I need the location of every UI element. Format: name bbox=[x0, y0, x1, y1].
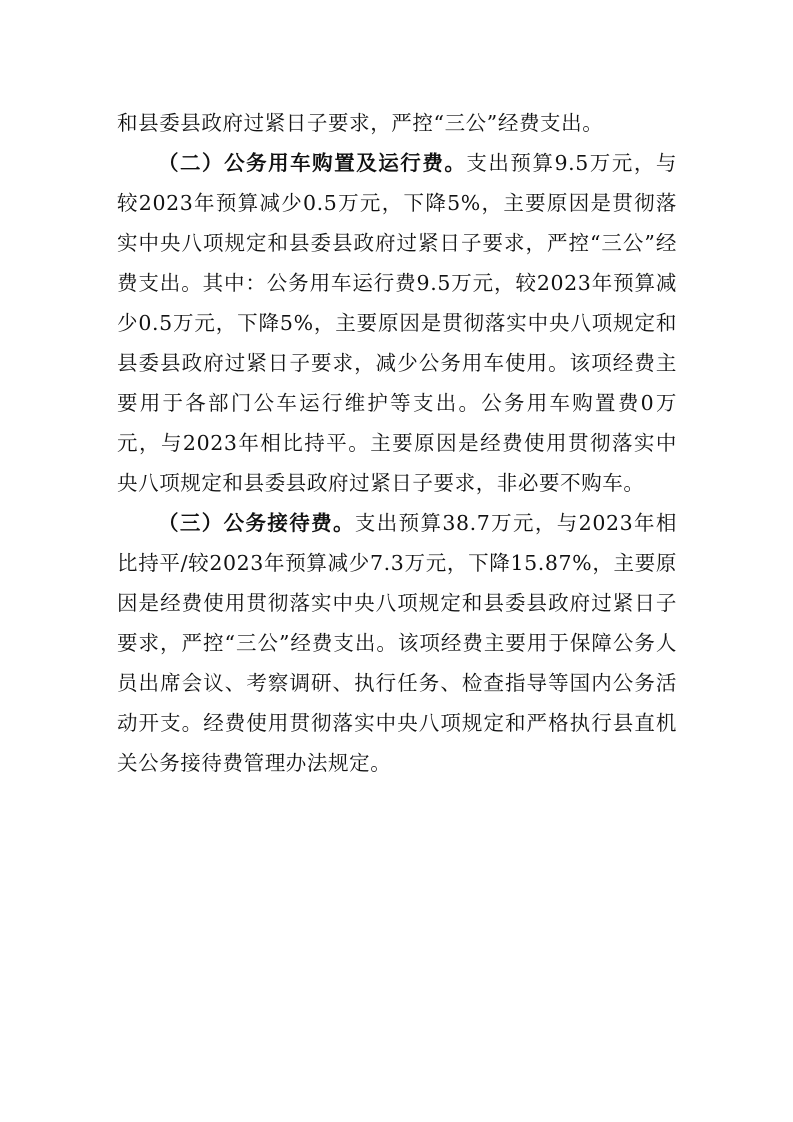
section-vehicle-body: 支出预算9.5万元，与较2023年预算减少0.5万元，下降5%，主要原因是贯彻落实中央八项规定和县委县政府过紧日子要求，严控“三公”经费支出。其中：公务用车运行费9.5万元，较2023年预算减少0.5万元，下降5%，主要原因是贯彻落实中央八项规定和县委县政府过紧日子要求，减少公务用车使用。该项经费主要用于各部门公车运行维护等支出。公务用车购置费0万元，与2023年相比持平。主要原因是经费使用贯彻落实中央八项规定和县委县政府过紧日子要求，非必要不购车。 bbox=[117, 151, 677, 495]
section-reception-heading: （三）公务接待费。 bbox=[158, 511, 355, 535]
section-vehicle-heading: （二）公务用车购置及运行费。 bbox=[158, 151, 467, 175]
section-reception-paragraph bbox=[117, 503, 677, 783]
section-reception-body: 支出预算38.7万元，与2023年相比持平/较2023年预算减少7.3万元，下降15.87%，主要原因是经费使用贯彻落实中央八项规定和县委县政府过紧日子要求，严控“三公”经费支出。该项经费主要用于保障公务人员出席会议、考察调研、执行任务、检查指导等国内公务活动开支。经费使用贯彻落实中央八项规定和严格执行县直机关公务接待费管理办法规定。 bbox=[117, 511, 677, 775]
continuation-paragraph: 和县委县政府过紧日子要求，严控“三公”经费支出。 bbox=[117, 111, 604, 135]
section-vehicle-paragraph bbox=[117, 143, 677, 503]
document-body bbox=[117, 103, 677, 783]
